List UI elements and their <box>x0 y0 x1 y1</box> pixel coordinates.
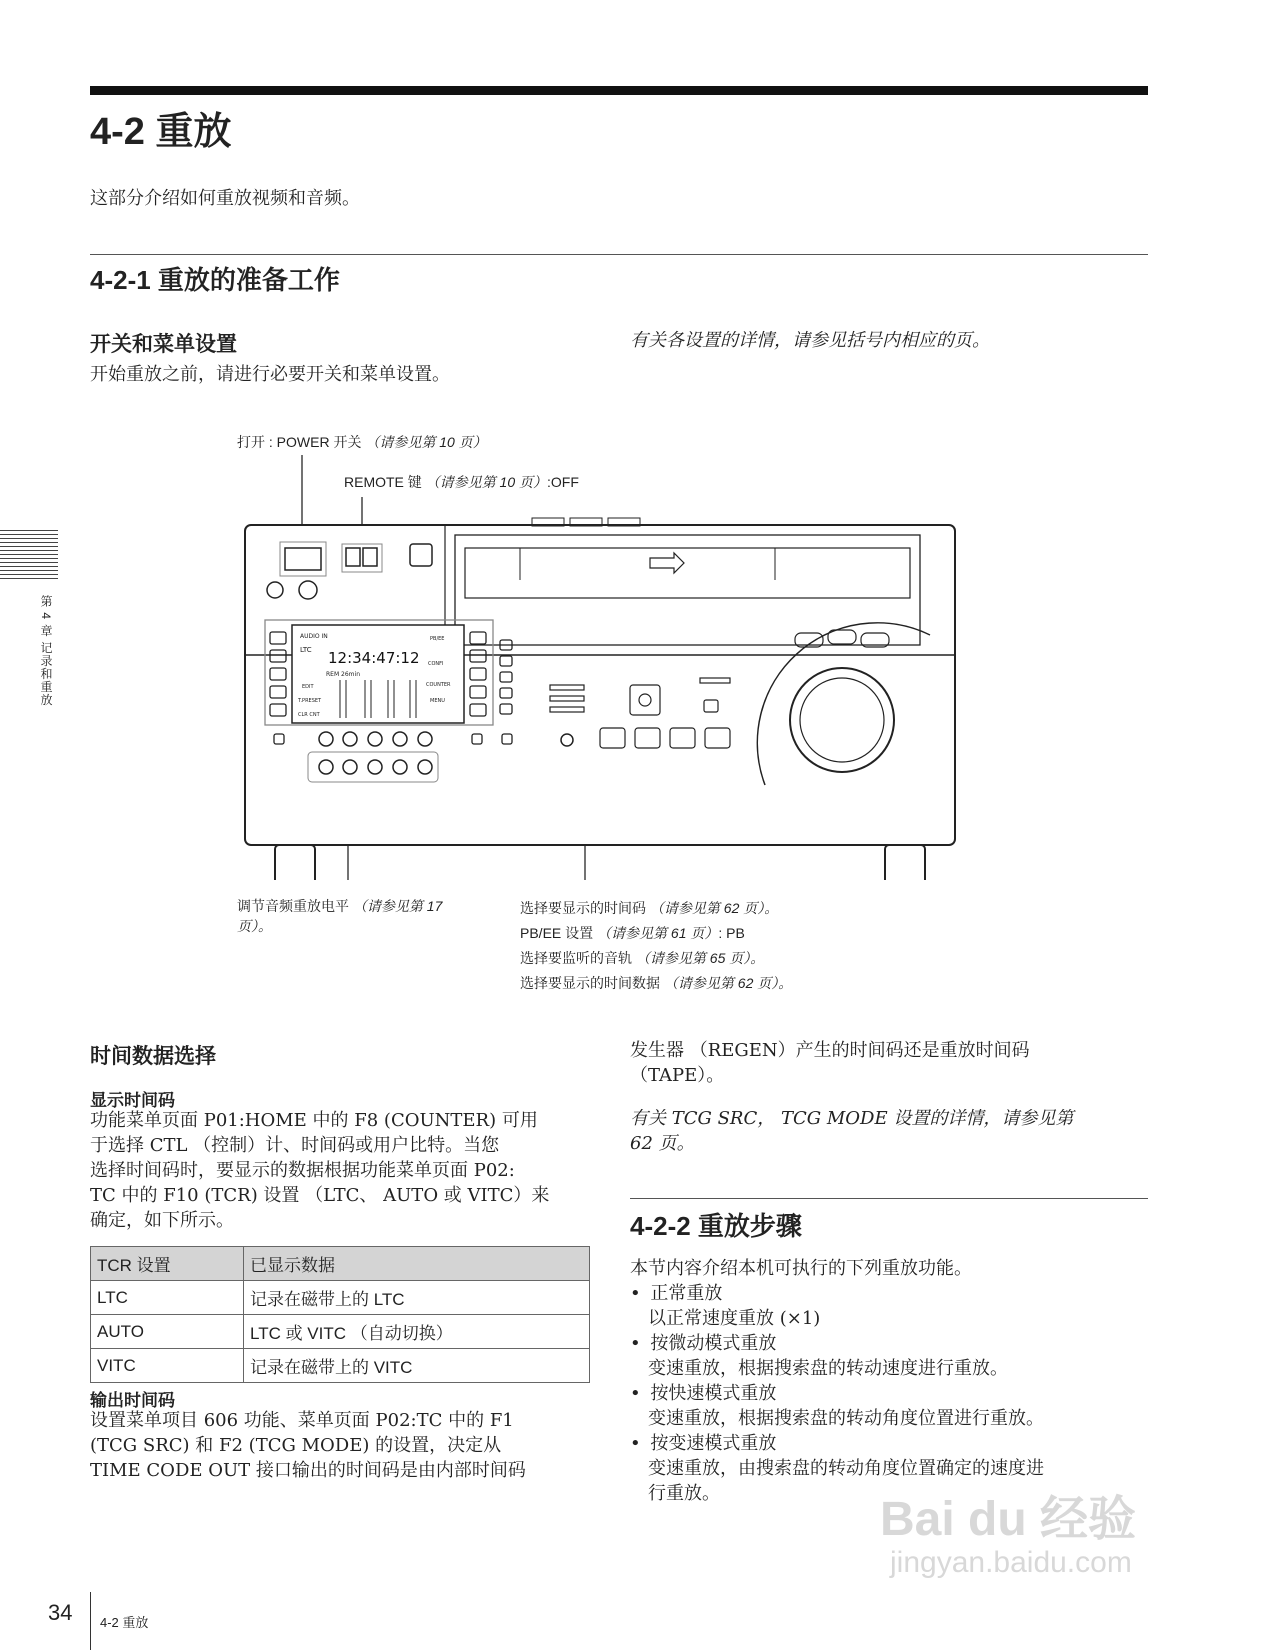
sec2-intro: 本节内容介绍本机可执行的下列重放功能。 <box>630 1258 972 1279</box>
list-item: • 按微动模式重放 <box>630 1333 777 1354</box>
lcd-confi: CONFI <box>428 661 444 667</box>
section-heading-4-2-1: 4-2-1 重放的准备工作 <box>90 265 340 295</box>
lcd-counter: COUNTER <box>426 682 451 688</box>
switches-text: 开始重放之前，请进行必要开关和菜单设置。 <box>90 364 450 385</box>
lcd-remain: REM 26min <box>326 671 360 678</box>
section-heading-4-2-2: 4-2-2 重放步骤 <box>630 1211 802 1241</box>
display-tc-text: 功能菜单页面 P01:HOME 中的 F8 (COUNTER) 可用 于选择 CTL （控制）计、时间码或用户比特。当您 选择时间码时，要显示的数据根据功能菜单页面 P02: TC 中的 F10 (TCR) 设置 （LTC、 AUTO 或 VITC）来 确定，如下所示。 <box>90 1110 550 1231</box>
chapter-intro: 这部分介绍如何重放视频和音频。 <box>90 188 360 209</box>
switches-note: 有关各设置的详情，请参见括号内相应的页。 <box>630 330 990 351</box>
chapter-tab-label: 第 4 章 记录和重放 <box>39 595 53 707</box>
lcd-timecode: 12:34:47:12 <box>328 649 420 667</box>
lcd-preset: T.PRESET <box>298 698 322 704</box>
time-data-heading: 时间数据选择 <box>90 1045 216 1068</box>
output-tc-continued: 发生器 （REGEN）产生的时间码还是重放时间码 （TAPE）。 <box>630 1040 1030 1086</box>
list-item: • 按快速模式重放 <box>630 1383 777 1404</box>
tcr-table <box>90 1246 590 1383</box>
output-tc-text: 设置菜单项目 606 功能、菜单页面 P02:TC 中的 F1 (TCG SRC) 和 F2 (TCG MODE) 的设置，决定从 TIME CODE OUT 接口输出的时间码是由内部时间码 <box>90 1410 526 1481</box>
footer-section: 4-2 重放 <box>100 1615 149 1630</box>
lcd-ltc: LTC <box>300 646 312 654</box>
table-header: 已显示数据 <box>244 1247 590 1281</box>
footer-divider <box>90 1592 91 1650</box>
list-item: • 正常重放 <box>630 1283 723 1304</box>
chapter-heading: 4-2 重放 <box>90 111 232 153</box>
callout-right: 选择要显示的时间码 （请参见第 62 页）。 PB/EE 设置 （请参见第 61 页）: PB 选择要监听的音轨 （请参见第 65 页）。 选择要显示的时间数据 （请参见第 62 页）。 <box>520 900 793 991</box>
lcd-pbee: PB/EE <box>430 636 445 642</box>
tcg-note: 有关 TCG SRC， TCG MODE 设置的详情，请参见第 62 页。 <box>630 1108 1074 1154</box>
lcd-edit: EDIT <box>302 684 314 690</box>
list-item: • 按变速模式重放 <box>630 1433 777 1454</box>
output-tc-heading: 输出时间码 <box>90 1391 175 1410</box>
top-rule <box>90 86 1148 95</box>
playback-list: • 正常重放 以正常速度重放 (×1) • 按微动模式重放 变速重放，根据搜索盘的转动速度进行重放。 • 按快速模式重放 变速重放，根据搜索盘的转动角度位置进行重放。 • 按变速模式重放 变速重放，由搜索盘的转动角度位置确定的速度进 行重放。 <box>630 1281 1150 1506</box>
chapter-tab-marker <box>0 530 58 582</box>
table-row: VITC 记录在磁带上的 VITC <box>91 1349 590 1383</box>
table-row: AUTO LTC 或 VITC （自动切换） <box>91 1315 590 1349</box>
lcd-menu: MENU <box>430 698 445 704</box>
watermark-url: jingyan.baidu.com <box>890 1546 1132 1579</box>
callout-remote: REMOTE 键 （请参见第 10 页）:OFF <box>344 474 579 490</box>
table-row: LTC 记录在磁带上的 LTC <box>91 1281 590 1315</box>
callout-power: 打开 : POWER 开关 （请参见第 10 页） <box>237 434 487 450</box>
lcd-audio-in: AUDIO IN <box>300 633 328 640</box>
switches-heading: 开关和菜单设置 <box>90 333 237 356</box>
table-header: TCR 设置 <box>91 1247 244 1281</box>
device-illustration <box>230 440 970 880</box>
display-tc-heading: 显示时间码 <box>90 1091 175 1110</box>
callout-audio: 调节音频重放电平 （请参见第 17 页）。 <box>237 898 443 934</box>
lcd-chk: CLR CNT <box>298 712 320 718</box>
section-rule <box>90 254 1148 255</box>
section-rule <box>630 1198 1148 1199</box>
page-number: 34 <box>48 1600 73 1625</box>
watermark-brand: Bai du 经验 <box>880 1493 1137 1546</box>
